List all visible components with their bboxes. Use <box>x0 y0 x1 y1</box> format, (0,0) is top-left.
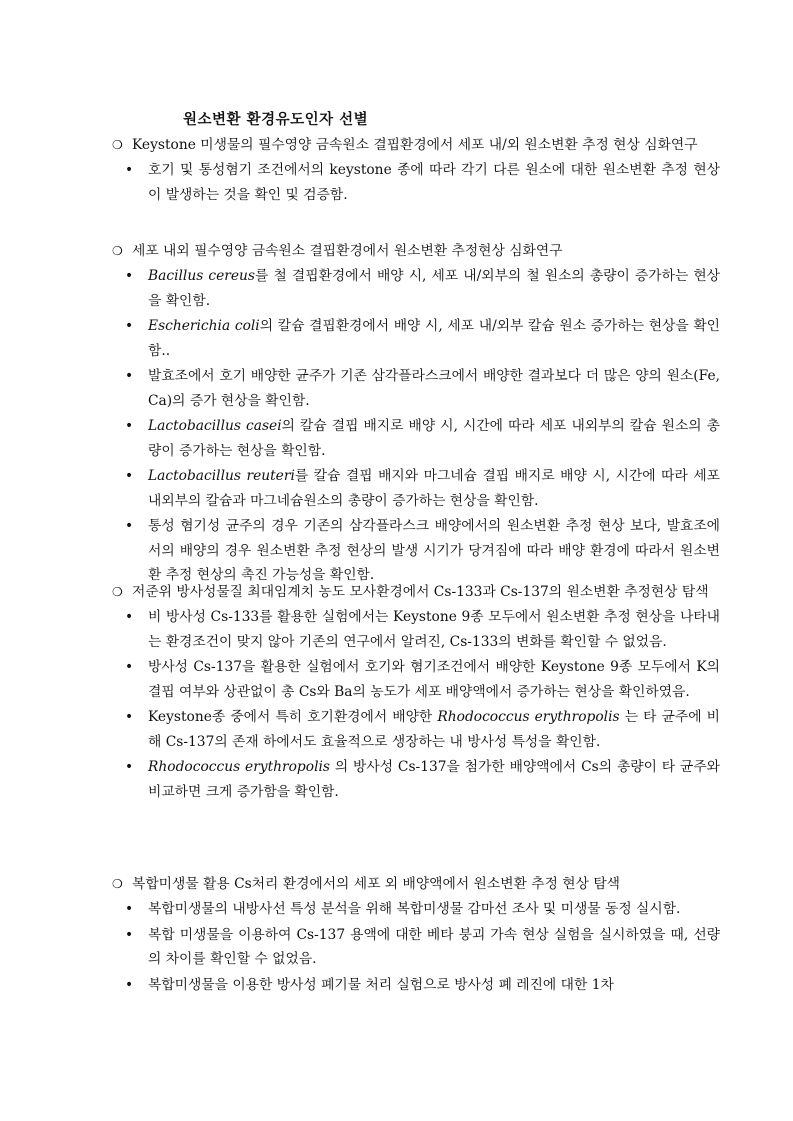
list-item <box>112 923 720 972</box>
section-3 <box>112 580 720 804</box>
item-text: 는 타 균주에 비해 Cs-137의 존재 하에서도 효율적으로 생장하는 내 방사성 특성을 확인함. <box>148 709 720 750</box>
section-heading-text: 세포 내외 필수영양 금속원소 결핍환경에서 원소변환 추정현상 심화연구 <box>132 243 563 259</box>
species-name: Rhodococcus erythropolis <box>148 759 330 775</box>
section-1 <box>112 133 720 207</box>
page-title: 원소변환 환경유도인자 선별 <box>183 111 369 128</box>
item-text: 통성 혐기성 균주의 경우 기존의 삼각플라스크 배양에서의 원소변환 추정 현상 보다, 발효조에서의 배양의 경우 원소변환 추정 현상의 발생 시기가 당겨짐에 따라 배양 환경에 따라서 원소변환 추정 현상의 촉진 가능성을 확인함. <box>148 518 720 583</box>
section-marker-icon: ❍ <box>112 877 123 891</box>
item-text: 호기 및 통성혐기 조건에서의 keystone 종에 따라 각기 다른 원소에 대한 원소변환 추정 현상이 발생하는 것을 확인 및 검증함. <box>148 162 720 203</box>
item-text: 복합미생물의 내방사선 특성 분석을 위해 복합미생물 감마선 조사 및 미생물 동정 실시함. <box>148 901 681 917</box>
section-heading-text: 저준위 방사성물질 최대임계치 농도 모사환경에서 Cs-133과 Cs-137의 원소변환 추정현상 탐색 <box>132 584 709 600</box>
item-text: 복합미생물을 이용한 방사성 폐기물 처리 실험으로 방사성 폐 레진에 대한 1차 <box>148 976 614 993</box>
section-marker-icon: ❍ <box>112 138 123 152</box>
section-heading <box>112 872 720 896</box>
list-item <box>112 414 720 463</box>
species-name: Lactobacillus casei <box>148 418 282 434</box>
list-item <box>112 464 720 513</box>
bullet-icon: • <box>125 659 134 675</box>
list-item <box>112 973 720 998</box>
bullet-list <box>112 264 720 588</box>
bullet-icon: • <box>125 162 134 178</box>
list-item <box>112 755 720 804</box>
list-item <box>112 897 720 922</box>
item-text: 를 철 결핍환경에서 배양 시, 세포 내/외부의 철 원소의 총량이 증가하는 현상을 확인함. <box>148 268 720 309</box>
item-text: 의 칼슘 결핍 배지로 배양 시, 시간에 따라 세포 내외부의 칼슘 원소의 총량이 증가하는 현상을 확인함. <box>148 418 720 459</box>
bullet-icon: • <box>125 709 134 725</box>
bullet-icon: • <box>125 318 134 334</box>
item-text: 비 방사성 Cs-133를 활용한 실험에서는 Keystone 9종 모두에서 원소변환 추정 현상을 나타내는 환경조건이 맞지 않아 기존의 연구에서 알려진, Cs-133의 변화를 확인할 수 없었음. <box>148 609 720 650</box>
section-heading <box>112 133 720 157</box>
section-heading-text: Keystone 미생물의 필수영양 금속원소 결핍환경에서 세포 내/외 원소변환 추정 현상 심화연구 <box>132 137 698 153</box>
section-marker-icon: ❍ <box>112 585 123 599</box>
bullet-icon: • <box>125 901 134 917</box>
bullet-list <box>112 897 720 997</box>
list-item <box>112 264 720 313</box>
bullet-icon: • <box>125 468 134 484</box>
bullet-icon: • <box>125 759 134 775</box>
list-item <box>112 705 720 754</box>
bullet-icon: • <box>125 418 134 434</box>
bullet-list <box>112 605 720 804</box>
list-item <box>112 314 720 363</box>
bullet-icon: • <box>125 518 134 534</box>
item-text: Keystone종 중에서 특히 호기환경에서 배양한 <box>148 709 438 725</box>
bullet-icon: • <box>125 609 134 625</box>
list-item <box>112 364 720 413</box>
list-item <box>112 514 720 588</box>
item-text: 방사성 Cs-137을 활용한 실험에서 호기와 혐기조건에서 배양한 Keystone 9종 모두에서 K의 결핍 여부와 상관없이 총 Cs와 Ba의 농도가 세포 배양액에서 증가하는 현상을 확인하였음. <box>148 659 720 700</box>
item-text: 를 칼슘 결핍 배지와 마그네슘 결핍 배지로 배양 시, 시간에 따라 세포 내외부의 칼슘과 마그네슘원소의 총량이 증가하는 현상을 확인함. <box>148 468 720 509</box>
item-text: 의 방사성 Cs-137을 첨가한 배양액에서 Cs의 총량이 타 균주와 비교하면 크게 증가함을 확인함. <box>148 759 720 800</box>
list-item <box>112 605 720 654</box>
species-name: Rhodococcus erythropolis <box>437 709 620 725</box>
bullet-list <box>112 158 720 207</box>
species-name: Escherichia coli <box>148 318 260 334</box>
bullet-icon: • <box>125 268 134 284</box>
item-text: 발효조에서 호기 배양한 균주가 기존 삼각플라스크에서 배양한 결과보다 더 많은 양의 원소(Fe, Ca)의 증가 현상을 확인함. <box>148 368 720 409</box>
section-2 <box>112 239 720 588</box>
item-text: 의 칼슘 결핍환경에서 배양 시, 세포 내/외부 칼슘 원소 증가하는 현상을 확인함.. <box>148 318 721 359</box>
species-name: Lactobacillus reuteri <box>148 468 295 484</box>
section-4 <box>112 872 720 997</box>
item-text: 복합 미생물을 이용하여 Cs-137 용액에 대한 베타 붕괴 가속 현상 실험을 실시하였을 때, 선량의 차이를 확인할 수 없었음. <box>148 926 720 967</box>
bullet-icon: • <box>125 976 134 993</box>
species-name: Bacillus cereus <box>148 268 256 284</box>
list-item <box>112 655 720 704</box>
bullet-icon: • <box>125 368 134 384</box>
section-heading <box>112 580 720 604</box>
section-heading <box>112 239 720 263</box>
section-heading-text: 복합미생물 활용 Cs처리 환경에서의 세포 외 배양액에서 원소변환 추정 현상 탐색 <box>132 876 620 892</box>
bullet-icon: • <box>125 926 134 943</box>
section-marker-icon: ❍ <box>112 244 123 258</box>
list-item <box>112 158 720 207</box>
